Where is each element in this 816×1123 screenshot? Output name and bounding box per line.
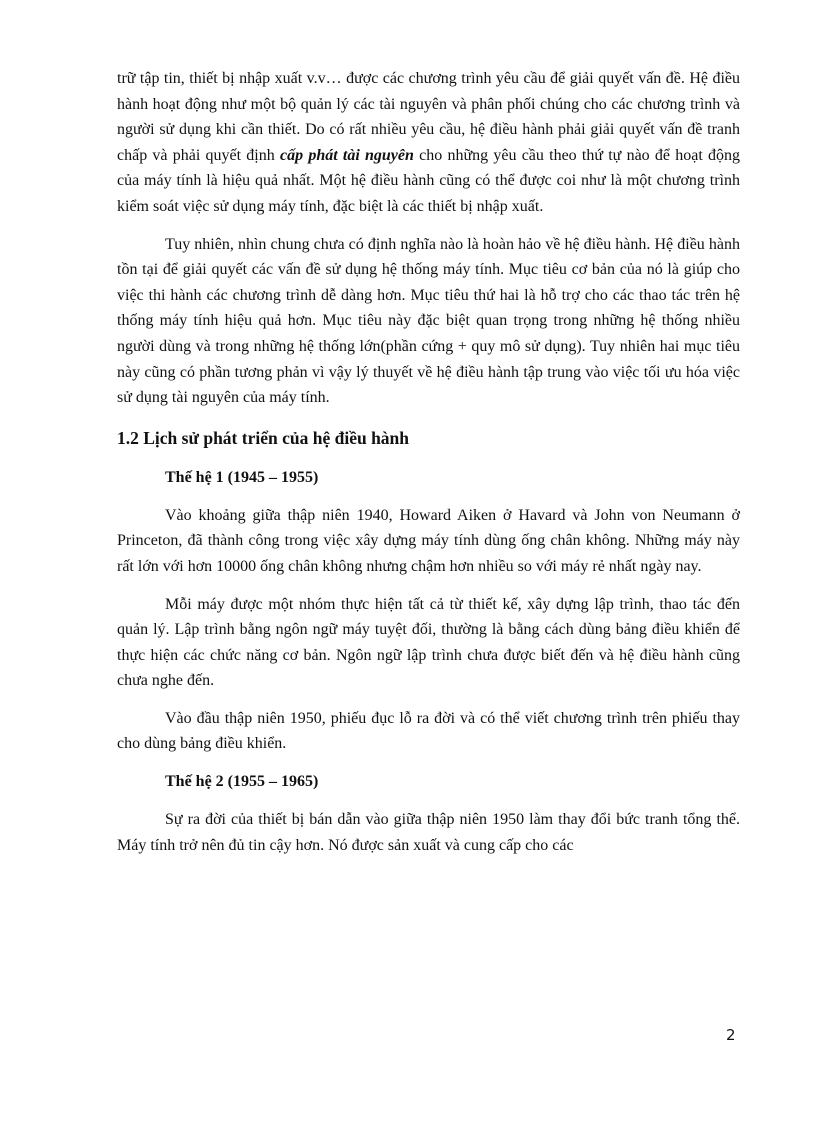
page-number: 2	[726, 1026, 736, 1044]
document-page	[117, 66, 740, 870]
section-heading: 1.2 Lịch sử phát triển của hệ điều hành	[117, 427, 410, 448]
paragraph-machine-language: Mỗi máy được một nhóm thực hiện tất cả từ thiết kế, xây dựng lập trình, thao tác đến quản lý. Lập trình bằng ngôn ngữ máy tuyệt đối, thường là bằng cách dùng bảng điều khiển để thực hiện các chức năng cơ bản. Ngôn ngữ lập trình chưa được biết đến và hệ điều hành cũng chưa nghe đến.	[117, 595, 740, 690]
emphasis-resource-allocation: cấp phát tài nguyên	[279, 146, 414, 164]
paragraph-os-resource-manager: trữ tập tin, thiết bị nhập xuất v.v… được các chương trình yêu cầu để giải quyết vấn đề. Hệ điều hành hoạt động như một bộ quản lý các tài nguyên và phân phối chúng cho các chương trình và người sử dụng khi cần thiết. Do có rất nhiều yêu cầu, hệ điều hành phải giải quyết vấn đề tranh chấp và phải quyết định cấp phát tài nguyên cho những yêu cầu theo thứ tự nào để hoạt động của máy tính là hiệu quả nhất. Một hệ điều hành cũng có thể được coi như là một chương trình kiểm soát việc sử dụng máy tính, đặc biệt là các thiết bị nhập xuất.	[117, 70, 741, 215]
subheading-generation-2: Thế hệ 2 (1955 – 1965)	[165, 773, 319, 791]
paragraph-transistors: Sự ra đời của thiết bị bán dẫn vào giữa thập niên 1950 làm thay đổi bức tranh tổng thể. Máy tính trở nên đủ tin cậy hơn. Nó được sản xuất và cung cấp cho các	[117, 811, 740, 854]
paragraph-os-definition: Tuy nhiên, nhìn chung chưa có định nghĩa nào là hoàn hảo về hệ điều hành. Hệ điều hành tồn tại để giải quyết các vấn đề sử dụng hệ thống máy tính. Mục tiêu cơ bản của nó là giúp cho việc thi hành các chương trình dễ dàng hơn. Mục tiêu thứ hai là hỗ trợ cho các thao tác trên hệ thống máy tính hiệu quả hơn. Mục tiêu này đặc biệt quan trọng trong những hệ thống nhiều người dùng và trong những hệ thống lớn(phần cứng + quy mô sử dụng). Tuy nhiên hai mục tiêu này cũng có phần tương phản vì vậy lý thuyết về hệ điều hành tập trung vào việc tối ưu hóa việc sử dụng tài nguyên của máy tính.	[117, 235, 740, 407]
paragraph-vacuum-tubes: Vào khoảng giữa thập niên 1940, Howard Aiken ở Havard và John von Neumann ở Princeton, đã thành công trong việc xây dựng máy tính dùng ống chân không. Những máy này rất lớn với hơn 10000 ống chân không nhưng chậm hơn nhiều so với máy rẻ nhất ngày nay.	[117, 506, 740, 575]
paragraph-punched-cards: Vào đầu thập niên 1950, phiếu đục lỗ ra đời và có thể viết chương trình trên phiếu thay cho dùng bảng điều khiển.	[117, 709, 740, 753]
subheading-generation-1: Thế hệ 1 (1945 – 1955)	[165, 468, 319, 486]
